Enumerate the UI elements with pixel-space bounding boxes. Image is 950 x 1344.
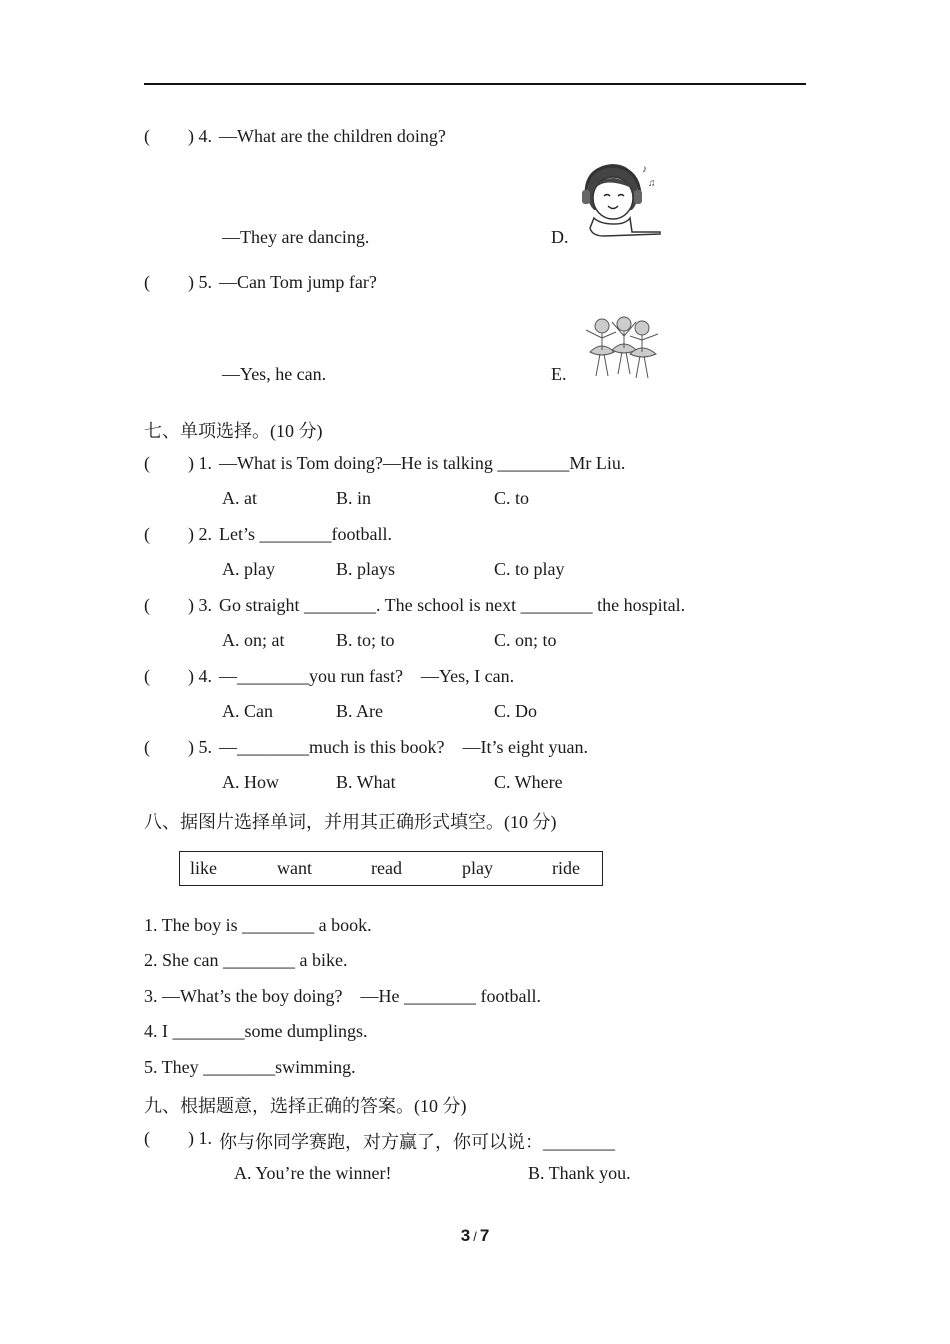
option-c: C. Do bbox=[494, 701, 538, 721]
option-b: B. What bbox=[336, 772, 396, 792]
question-number: ) 2. bbox=[188, 524, 212, 544]
word-bank-item: read bbox=[371, 858, 402, 878]
option-a: A. You’re the winner! bbox=[234, 1163, 392, 1183]
option-label: D. bbox=[551, 227, 569, 247]
answer-paren: ( bbox=[144, 1128, 150, 1148]
option-a: A. Can bbox=[222, 701, 273, 721]
question-text: 你与你同学赛跑，对方赢了，你可以说：________ bbox=[219, 1132, 615, 1152]
word-bank-item: ride bbox=[552, 858, 580, 878]
question-number: ) 4. bbox=[188, 666, 212, 686]
word-bank-item: play bbox=[462, 858, 493, 878]
option-b: B. to; to bbox=[336, 630, 395, 650]
section-title: 七、单项选择。(10 分) bbox=[144, 421, 323, 441]
fill-sentence: 4. I ________some dumplings. bbox=[144, 1021, 368, 1041]
answer-text: —They are dancing. bbox=[222, 227, 370, 247]
option-label: E. bbox=[551, 364, 567, 384]
page-separator: / bbox=[473, 1229, 477, 1244]
section-title: 八、据图片选择单词，并用其正确形式填空。(10 分) bbox=[144, 812, 557, 832]
question-text: —What is Tom doing?—He is talking ________Mr Liu. bbox=[219, 453, 626, 473]
option-a: A. at bbox=[222, 488, 257, 508]
option-a: A. play bbox=[222, 559, 275, 579]
question-number: ) 5. bbox=[188, 272, 212, 292]
svg-text:♪: ♪ bbox=[642, 164, 647, 175]
question-text: —________much is this book? —It’s eight yuan. bbox=[219, 737, 588, 757]
girl-with-headphones-icon bbox=[574, 158, 662, 244]
total-pages: 7 bbox=[479, 1226, 490, 1245]
answer-text: —Yes, he can. bbox=[222, 364, 327, 384]
svg-text:♫: ♫ bbox=[648, 178, 656, 189]
question-text: —What are the children doing? bbox=[219, 126, 446, 146]
fill-sentence: 3. —What’s the boy doing? —He ________ football. bbox=[144, 986, 541, 1006]
question-number: ) 5. bbox=[188, 737, 212, 757]
word-bank-item: want bbox=[277, 858, 312, 878]
question-number: ) 3. bbox=[188, 595, 212, 615]
option-a: A. How bbox=[222, 772, 279, 792]
answer-paren: ( bbox=[144, 126, 150, 146]
option-b: B. plays bbox=[336, 559, 396, 579]
option-b: B. in bbox=[336, 488, 372, 508]
word-bank-box bbox=[179, 851, 603, 886]
answer-paren: ( bbox=[144, 595, 150, 615]
answer-paren: ( bbox=[144, 524, 150, 544]
question-text: Let’s ________football. bbox=[219, 524, 392, 544]
question-text: —Can Tom jump far? bbox=[219, 272, 377, 292]
header-rule bbox=[144, 83, 806, 85]
answer-paren: ( bbox=[144, 272, 150, 292]
option-c: C. to bbox=[494, 488, 530, 508]
fill-sentence: 2. She can ________ a bike. bbox=[144, 950, 348, 970]
question-number: ) 1. bbox=[188, 453, 212, 473]
word-bank-item: like bbox=[190, 858, 217, 878]
option-b: B. Are bbox=[336, 701, 383, 721]
option-c: C. Where bbox=[494, 772, 563, 792]
question-number: ) 4. bbox=[188, 126, 212, 146]
fill-sentence: 5. They ________swimming. bbox=[144, 1057, 356, 1077]
option-b: B. Thank you. bbox=[528, 1163, 631, 1183]
fill-sentence: 1. The boy is ________ a book. bbox=[144, 915, 372, 935]
option-c: C. to play bbox=[494, 559, 565, 579]
option-c: C. on; to bbox=[494, 630, 557, 650]
answer-paren: ( bbox=[144, 453, 150, 473]
current-page: 3 bbox=[460, 1226, 471, 1245]
page-number bbox=[0, 1226, 950, 1246]
section-title: 九、根据题意，选择正确的答案。(10 分) bbox=[144, 1096, 467, 1116]
question-text: —________you run fast? —Yes, I can. bbox=[219, 666, 515, 686]
dancing-girls-icon bbox=[578, 312, 668, 380]
question-text: Go straight ________. The school is next ________ the hospital. bbox=[219, 595, 686, 615]
question-number: ) 1. bbox=[188, 1128, 212, 1148]
option-a: A. on; at bbox=[222, 630, 285, 650]
answer-paren: ( bbox=[144, 737, 150, 757]
answer-paren: ( bbox=[144, 666, 150, 686]
